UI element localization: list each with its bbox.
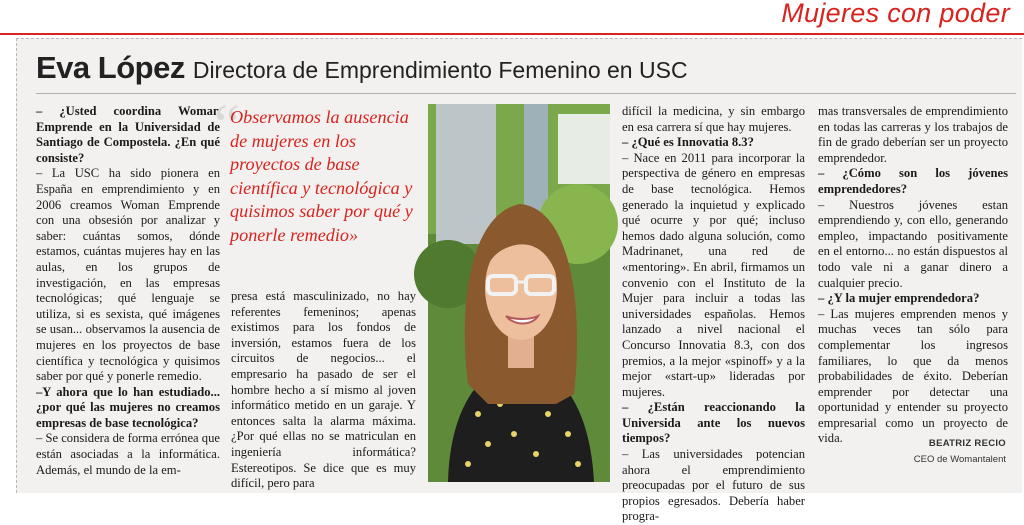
section-title: Mujeres con poder xyxy=(781,0,1010,28)
headline xyxy=(36,50,688,86)
answer: – La USC ha sido pionera en España en emprendimiento y en 2006 creamos Woman Emprende con una obsesión por analizar y saber: cuántas somos, dónde estamos, cuántas mujeres hay en las aulas, en los grupos de investigación, en las empresas tecnológicas; qué lenguaje se utiliza, si es sexista, qué imágenes se usan... observamos la ausencia de mujeres en los proyectos de base científica y tecnológica y quisimos saber por qué y ponerle remedio. xyxy=(36,166,220,384)
answer: mas transversales de emprendimiento en todas las carreras y los trabajos de fin de grado deberían ser un proyecto emprendedor. xyxy=(818,104,1008,165)
question: – ¿Qué es Innovatia 8.3? xyxy=(622,135,754,150)
interviewee-name: Eva López xyxy=(36,50,185,85)
question: – ¿Cómo son los jóvenes emprendedores? xyxy=(818,166,1008,196)
question: –Y ahora que lo han estudiado... ¿por qué las mujeres no creamos empresas de base tecnológica? xyxy=(36,384,220,430)
answer: – Las universidades potencian ahora el emprendimiento preocupadas por el futuro de sus propios egresados. Debería haber progra- xyxy=(622,447,805,524)
byline-role: CEO de Womantalent xyxy=(913,454,1006,465)
question: – ¿Están reaccionando la Universida ante los nuevos tiempos? xyxy=(622,400,805,446)
panel-top-border xyxy=(16,38,1022,39)
pull-quote xyxy=(212,92,417,276)
portrait-photo xyxy=(428,104,610,482)
article-column-2 xyxy=(231,289,416,491)
section-rule xyxy=(0,33,1024,35)
quote-mark-icon: “ xyxy=(214,92,240,157)
article-column-3 xyxy=(622,104,805,524)
answer: presa está masculinizado, no hay referentes femeninos; apenas existimos para los fondos de inversión, estamos fuera de los circuitos de negocios... el empresario ha pasado de ser el hombre hecho a sí mismo al joven informático metido en un garaje. Y entonces salta la alarma máxima. ¿Por qué ellas no se matriculan en ingeniería informática? Estereotipos. Se dice que es muy difícil, pero para xyxy=(231,289,416,491)
article-column-1 xyxy=(36,104,220,477)
answer: – Las mujeres emprenden menos y muchas veces tan sólo para complementar los ingresos familiares, lo que da menos probabilidades de éxito. Deberían emprender por detectar una oportunidad y entender su proyecto empresarial como un proyecto de vida. xyxy=(818,306,1008,446)
answer: – Se considera de forma errónea que están asociadas a la informática. Además, el mundo de la em- xyxy=(36,431,220,477)
pull-quote-text: Observamos la ausencia de mujeres en los proyectos de base científica y tecnológica y quisimos saber por qué y ponerle remedio» xyxy=(230,107,413,245)
byline-author: BEATRIZ RECIO xyxy=(928,438,1006,449)
answer: difícil la medicina, y sin embargo en esa carrera sí que hay mujeres. xyxy=(622,104,805,134)
question: – ¿Usted coordina Woman Emprende en la Universidad de Santiago de Compostela. ¿En qué consiste? xyxy=(36,104,220,165)
answer: – Nace en 2011 para incorporar la perspectiva de género en empresas de base tecnológica. Hemos generado la inquietud y explicado qué ocurre y por qué; incluso hemos dado alguna solución, como Madrinanet, una red de «mentoring». En abril, firmamos un convenio con el Instituto de la Mujer para incluir a todas las universidades españolas. Hemos lanzado a nivel nacional el Concurso Innovatia 8.3, con dos premios, a la mejor «spinoff» y a la mejor «start-up» lideradas por mujeres. xyxy=(622,150,805,399)
answer: – Nuestros jóvenes estan emprendiendo y, con ello, generando empleo, impactando positivamente en el entorno... no están dispuestos al todo vale ni a ganar dinero a cualquier precio. xyxy=(818,197,1008,290)
question: – ¿Y la mujer emprendedora? xyxy=(818,291,980,306)
headline-rule xyxy=(36,93,1016,94)
interviewee-role: Directora de Emprendimiento Femenino en USC xyxy=(192,57,688,83)
